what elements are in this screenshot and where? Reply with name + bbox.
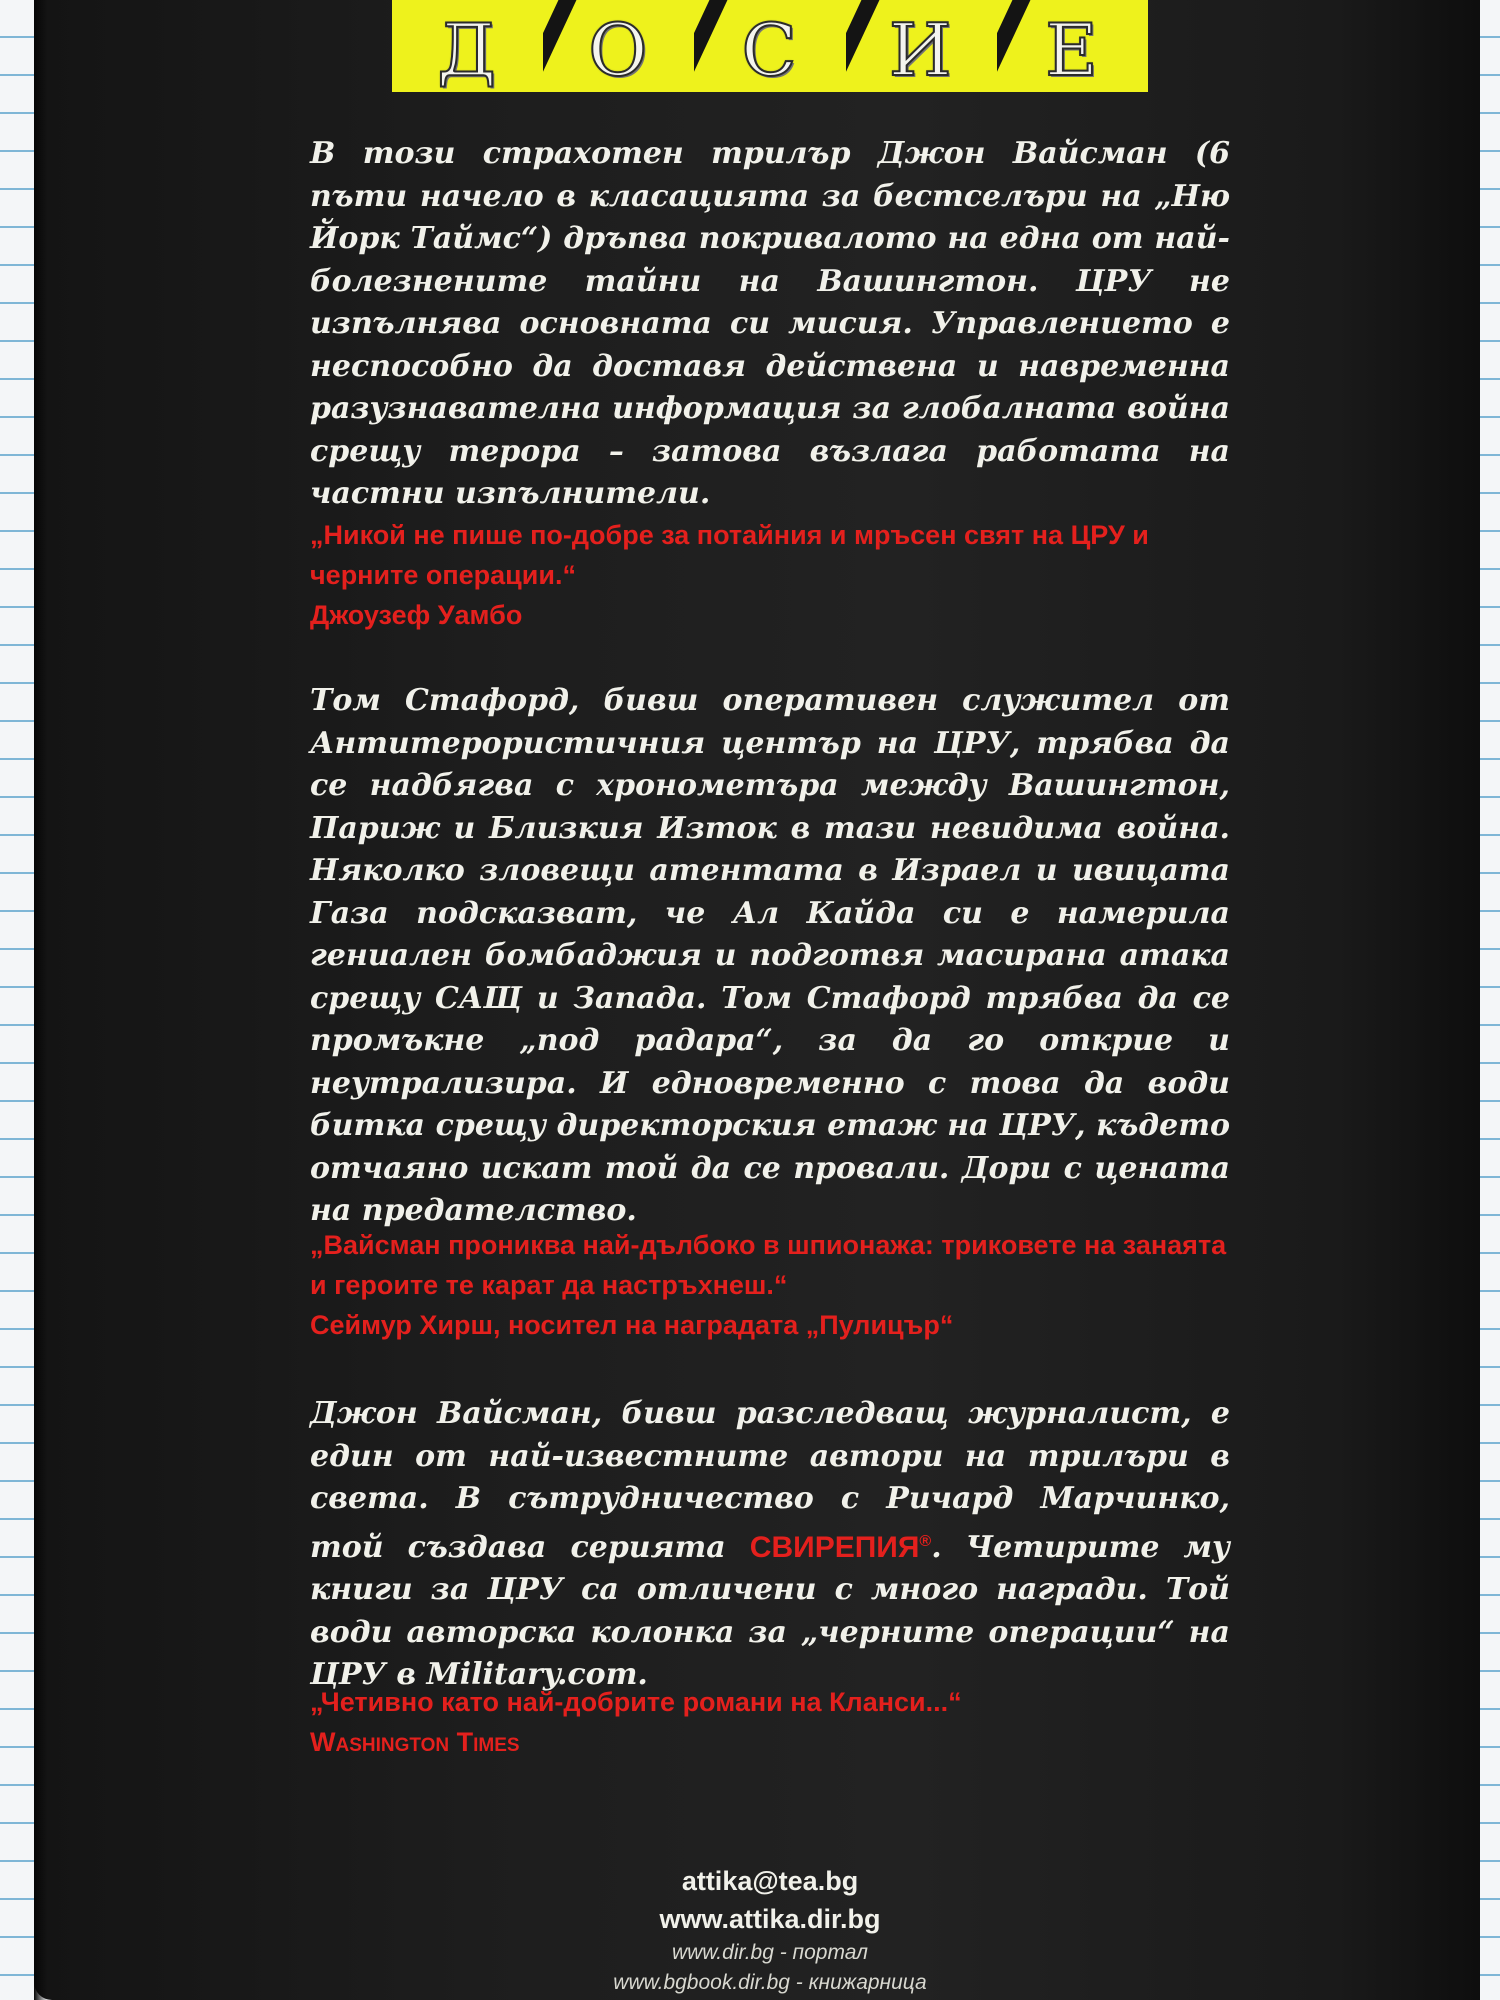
publisher-email: attika@tea.bg bbox=[681, 1866, 859, 1896]
series-title-letter-cell bbox=[543, 0, 694, 92]
bookstore-link-text: www.bgbook.dir.bg - книжарница bbox=[613, 1971, 927, 1994]
bio-text-start: Джон Вайсман, бивш разследващ журналист, е един от най-известните автори на трилъри в света. В сътрудничество с Ричард Марчинко, той създава серията bbox=[310, 1396, 1230, 1565]
series-title-letter-cell bbox=[392, 0, 543, 92]
series-title-letter: Д bbox=[437, 8, 498, 92]
quote-author: Джоузеф Уамбо bbox=[310, 600, 523, 630]
blurb-paragraph-1: В този страхотен трилър Джон Вайсман (6 пъти начело в класацията за бестселъри на „Ню Йорк Таймс“) дръпва покривалото на една от най-болезнените тайни на Вашингтон. ЦРУ не изпълнява основната си мисия. Управлението е неспособно да доставя действена и навременна разузнавателна информация за глобалната война срещу терора – затова възлага работата на частни изпълнители. bbox=[310, 136, 1230, 511]
review-quote-1 bbox=[310, 515, 1230, 635]
blurb-paragraph-2: Том Стафорд, бивш оперативен служител от Антитерористичния център на ЦРУ, трябва да се надбягва с хронометъра между Вашингтон, Париж и Близкия Изток в тази невидима война. Няколко зловещи атентата в Израел и ивицата Газа подсказват, че Ал Кайда си е намерила гениален бомбаджия и подготвя масирана атака срещу САЩ и Запада. Том Стафорд трябва да се промъкне „под радара“, за да го открие и неутрализира. И едновременно с това да води битка срещу директорския етаж на ЦРУ, където отчаяно искат той да се провали. Дори с цената на предателство. bbox=[310, 683, 1230, 1228]
series-title-letter: О bbox=[588, 8, 650, 92]
cover-edge-shadow bbox=[34, 0, 48, 2000]
author-bio-paragraph bbox=[310, 1393, 1230, 1697]
series-title-letter: И bbox=[888, 8, 954, 92]
quote-author: Washington Times bbox=[310, 1727, 520, 1757]
publisher-contacts bbox=[560, 1862, 980, 1998]
portal-link-text: www.dir.bg - портал bbox=[671, 1941, 869, 1964]
quote-author: Сеймур Хирш, носител на наградата „Пулицър“ bbox=[310, 1310, 954, 1340]
publisher-website: www.attika.dir.bg bbox=[659, 1904, 881, 1934]
series-title-letter-cell bbox=[997, 0, 1148, 92]
series-title-letter-cell bbox=[846, 0, 997, 92]
quote-text: „Вайсман прониква най-дълбоко в шпионажа: триковете на занаята и героите те карат да настръхнеш.“ bbox=[310, 1230, 1227, 1300]
series-title-letter-cell bbox=[694, 0, 845, 92]
registered-mark: ® bbox=[919, 1532, 932, 1550]
review-quote-2 bbox=[310, 1225, 1230, 1345]
review-quote-3 bbox=[310, 1682, 1230, 1762]
bio-text-end: . Четирите му книги за ЦРУ са отличени с много награди. Той води авторска колонка за „черните операции“ на ЦРУ в Military.com. bbox=[310, 1529, 1231, 1692]
series-title-band bbox=[392, 0, 1148, 92]
quote-text: „Никой не пише по-добре за потайния и мръсен свят на ЦРУ и черните операции.“ bbox=[310, 520, 1149, 590]
series-title-letter: С bbox=[741, 8, 799, 92]
series-name: СВИРЕПИЯ bbox=[749, 1530, 920, 1564]
series-title-letter: Е bbox=[1045, 8, 1100, 92]
quote-text: „Четивно като най-добрите романи на Кланси...“ bbox=[310, 1687, 962, 1717]
